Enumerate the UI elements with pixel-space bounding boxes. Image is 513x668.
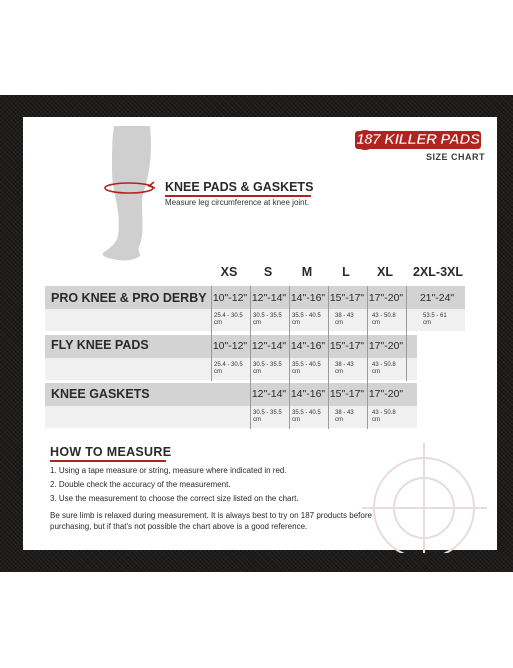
size-header-xs: XS <box>220 265 238 279</box>
cell-cm: 30.5 - 35.5 cm <box>253 313 282 326</box>
row-title-pro-knee: PRO KNEE & PRO DERBY <box>51 291 207 305</box>
cell-in: 10"-12" <box>212 340 248 352</box>
cell-cm: 38 - 43 cm <box>335 410 354 423</box>
cell-cm: 25.4 - 30.5 cm <box>214 362 243 375</box>
column-divider <box>406 286 407 381</box>
cell-in: 15"-17" <box>329 292 365 304</box>
cell-in: 17"-20" <box>368 292 404 304</box>
cell-in: 17"-20" <box>368 388 404 400</box>
cell-cm: 30.5 - 35.5 cm <box>253 362 282 375</box>
column-divider <box>328 286 329 429</box>
how-to-underline <box>50 460 166 462</box>
cell-in: 14"-16" <box>290 292 326 304</box>
measure-arrow-icon <box>149 182 155 188</box>
cell-cm: 30.5 - 35.5 cm <box>253 410 282 423</box>
size-header-2xl-3xl: 2XL-3XL <box>412 265 463 279</box>
cell-in: 15"-17" <box>329 388 365 400</box>
cell-cm: 35.5 - 40.5 cm <box>292 313 321 326</box>
size-header-s: S <box>263 265 273 279</box>
cell-in: 12"-14" <box>251 292 287 304</box>
cell-in: 12"-14" <box>251 388 287 400</box>
cell-cm: 25.4 - 30.5 cm <box>214 313 243 326</box>
cell-in: 21"-24" <box>419 292 455 304</box>
cell-in: 14"-16" <box>290 388 326 400</box>
cell-cm: 35.5 - 40.5 cm <box>292 410 321 423</box>
title-underline <box>165 195 311 197</box>
column-divider <box>289 286 290 429</box>
cell-cm: 43 - 50.8 cm <box>372 410 396 423</box>
cell-in: 17"-20" <box>368 340 404 352</box>
cell-cm: 38 - 43 cm <box>335 313 354 326</box>
crosshair-watermark-icon <box>352 438 487 553</box>
logo-text: 187 KILLER PADS <box>356 131 480 148</box>
step-1: 1. Using a tape measure or string, measure where indicated in red. <box>50 466 287 475</box>
cell-cm: 43 - 50.8 cm <box>372 362 396 375</box>
cell-in: 14"-16" <box>290 340 326 352</box>
step-3: 3. Use the measurement to choose the correct size listed on the chart. <box>50 494 299 503</box>
size-chart-label: SIZE CHART <box>426 152 485 162</box>
cell-cm: 53.5 - 61 cm <box>423 313 447 326</box>
how-to-title: HOW TO MEASURE <box>50 445 172 459</box>
leg-illustration <box>98 126 168 266</box>
size-header-xl: XL <box>377 265 393 279</box>
column-divider <box>250 286 251 429</box>
row-title-gaskets: KNEE GASKETS <box>51 387 150 401</box>
step-2: 2. Double check the accuracy of the measurement. <box>50 480 231 489</box>
size-header-m: M <box>301 265 313 279</box>
cell-in: 10"-12" <box>212 292 248 304</box>
cell-in: 15"-17" <box>329 340 365 352</box>
measurement-note: Be sure limb is relaxed during measurement. It is always best to try on 187 products before purchasing, but if that's not possible the chart above is a good reference. <box>50 511 372 531</box>
row-gaskets-cm-band <box>45 406 417 428</box>
cell-cm: 43 - 50.8 cm <box>372 313 396 326</box>
cell-cm: 38 - 43 cm <box>335 362 354 375</box>
section-subtitle: Measure leg circumference at knee joint. <box>165 198 310 207</box>
column-divider <box>367 286 368 429</box>
cell-cm: 35.5 - 40.5 cm <box>292 362 321 375</box>
row-title-fly: FLY KNEE PADS <box>51 338 149 352</box>
column-divider <box>211 286 212 381</box>
brand-logo <box>353 129 483 151</box>
section-title: KNEE PADS & GASKETS <box>165 180 314 194</box>
size-header-l: L <box>342 265 350 279</box>
cell-in: 12"-14" <box>251 340 287 352</box>
